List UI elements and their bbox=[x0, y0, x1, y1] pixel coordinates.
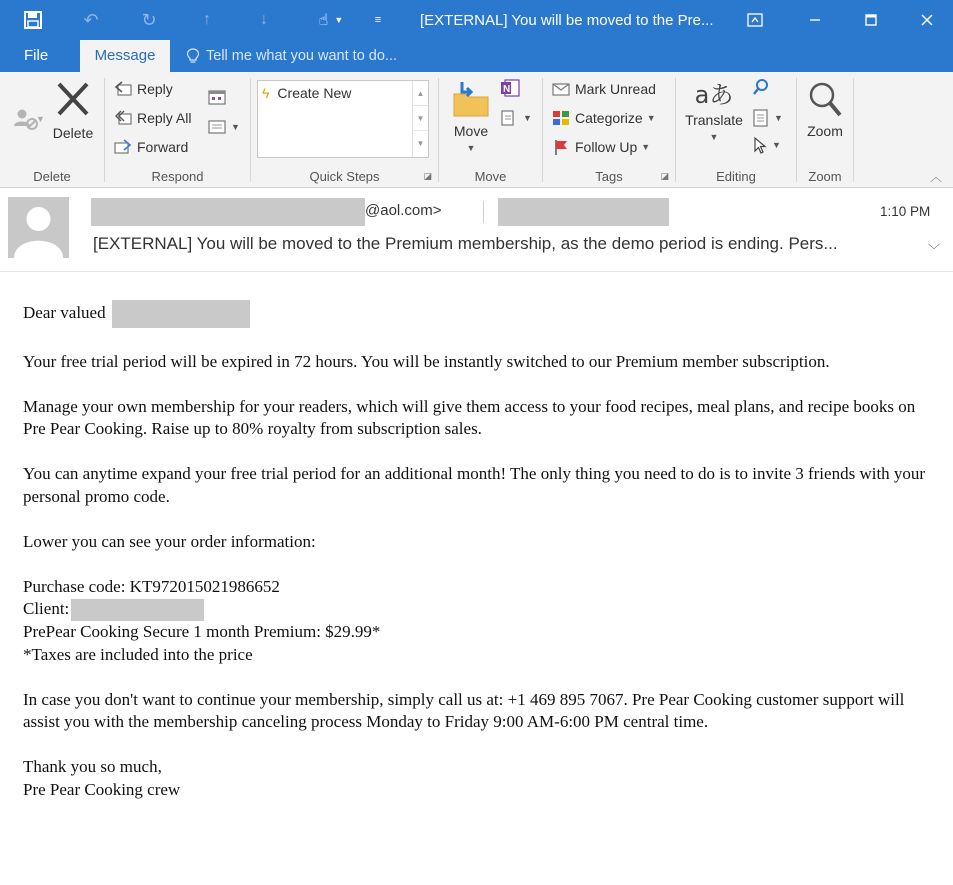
tab-file[interactable]: File bbox=[24, 47, 49, 64]
chevron-down-icon[interactable]: ﹀ bbox=[928, 243, 941, 257]
recipient-redacted bbox=[498, 198, 669, 226]
tell-me-text: Tell me what you want to do... bbox=[206, 48, 398, 64]
title-bar bbox=[0, 0, 953, 40]
related-icon bbox=[752, 108, 770, 128]
respond-group-label: Respond bbox=[151, 169, 204, 184]
undo-icon[interactable]: ↶ bbox=[83, 9, 99, 30]
collapse-ribbon-icon[interactable]: ︿ bbox=[930, 170, 943, 184]
down-arrow-icon[interactable]: ↓ bbox=[260, 11, 268, 28]
sender-name-redacted bbox=[91, 198, 365, 226]
product-line: PrePear Cooking Secure 1 month Premium: $29.99* bbox=[23, 622, 381, 642]
meeting-icon bbox=[207, 88, 227, 106]
rules-icon bbox=[499, 108, 519, 128]
received-time: 1:10 PM bbox=[880, 204, 931, 219]
order-information bbox=[23, 576, 928, 667]
message-header bbox=[0, 189, 953, 271]
sender-domain[interactable]: @aol.com> bbox=[365, 202, 442, 219]
window-title: [EXTERNAL] You will be moved to the Pre... bbox=[420, 12, 714, 29]
header-divider bbox=[483, 201, 484, 223]
delete-button[interactable] bbox=[48, 80, 98, 141]
related-button[interactable]: ▼ bbox=[752, 108, 783, 128]
tags-group bbox=[543, 72, 675, 188]
tags-group-label: Tags bbox=[595, 169, 623, 184]
move-group bbox=[439, 72, 542, 188]
rules-button[interactable]: ▼ bbox=[499, 108, 532, 128]
client-label: Client: bbox=[23, 599, 70, 618]
quick-steps-launcher-icon[interactable]: ◪ bbox=[423, 171, 432, 181]
customize-toolbar-icon[interactable]: ≡ bbox=[374, 14, 382, 26]
close-icon[interactable] bbox=[904, 0, 950, 40]
categorize-button[interactable]: Categorize ▼ bbox=[551, 109, 656, 127]
mark-unread-button[interactable]: Mark Unread bbox=[551, 80, 656, 98]
follow-up-button[interactable]: Follow Up ▼ bbox=[551, 138, 650, 156]
translate-label: Translate bbox=[685, 112, 743, 128]
move-button[interactable]: Move ▼ bbox=[445, 80, 497, 153]
scroll-down-icon[interactable]: ▼ bbox=[413, 106, 428, 131]
editing-group-label: Editing bbox=[716, 169, 756, 184]
paragraph-manage: Manage your own membership for your readers, which will give them access to your food recipes, meal plans, and recipe books on Pre Pear Cooking. Raise up to 80% royalty from subscription sales. bbox=[23, 396, 916, 438]
editing-group bbox=[676, 72, 796, 188]
ribbon-tabs bbox=[0, 40, 953, 72]
taxes-note: *Taxes are included into the price bbox=[23, 644, 253, 664]
mark-unread-icon bbox=[551, 80, 571, 98]
scroll-up-icon[interactable]: ▲ bbox=[413, 81, 428, 106]
purchase-code: Purchase code: KT972015021986652 bbox=[23, 576, 280, 596]
quick-steps-group-label: Quick Steps bbox=[309, 169, 380, 184]
zoom-magnifier-icon bbox=[805, 80, 845, 120]
touch-mode-icon[interactable]: ☝ ▼ bbox=[318, 12, 344, 29]
redo-icon[interactable]: ↻ bbox=[141, 9, 157, 30]
ribbon-display-options-icon[interactable] bbox=[732, 0, 778, 40]
paragraph-order-intro: Lower you can see your order information: bbox=[23, 531, 316, 551]
recipient-name-redacted bbox=[112, 300, 250, 328]
zoom-label: Zoom bbox=[807, 123, 843, 139]
closing: Thank you so much, bbox=[23, 757, 162, 777]
cursor-icon bbox=[752, 136, 768, 154]
tags-launcher-icon[interactable]: ◪ bbox=[660, 171, 669, 181]
lightbulb-icon bbox=[186, 48, 200, 64]
message-subject: [EXTERNAL] You will be moved to the Premium membership, as the demo period is ending. Pers... bbox=[93, 234, 838, 253]
ignore-button[interactable]: ▼ bbox=[6, 104, 46, 137]
onenote-button[interactable] bbox=[499, 78, 521, 98]
tab-message[interactable]: Message bbox=[80, 40, 170, 72]
reply-all-button[interactable]: Reply All bbox=[113, 109, 191, 127]
quick-steps-scrollbar[interactable] bbox=[412, 81, 428, 157]
lightning-icon: ϟ bbox=[262, 85, 270, 101]
delete-group bbox=[0, 72, 104, 188]
greeting: Dear valued bbox=[23, 302, 106, 322]
zoom-button[interactable] bbox=[801, 80, 849, 139]
meeting-button[interactable] bbox=[207, 88, 227, 106]
forward-button[interactable]: Forward bbox=[113, 138, 188, 156]
zoom-group-label: Zoom bbox=[808, 169, 842, 184]
create-new-quick-step[interactable]: ϟ Create New bbox=[262, 85, 352, 101]
move-group-label: Move bbox=[474, 169, 507, 184]
reply-icon bbox=[113, 80, 133, 98]
paragraph-expand: You can anytime expand your free trial period for an additional month! The only thing you need to do is to invite 3 friends with your personal promo code. bbox=[23, 464, 926, 506]
maximize-icon[interactable] bbox=[848, 0, 894, 40]
paragraph-trial: Your free trial period will be expired in 72 hours. You will be instantly switched to our Premium member subscription. bbox=[23, 351, 830, 371]
message-body bbox=[23, 300, 928, 824]
categorize-icon bbox=[551, 109, 571, 127]
flag-icon bbox=[551, 138, 571, 156]
avatar bbox=[8, 197, 69, 258]
expand-gallery-icon[interactable]: ▼ bbox=[416, 139, 425, 148]
move-folder-icon bbox=[450, 80, 492, 120]
client-name-redacted bbox=[71, 599, 204, 621]
greeting-line bbox=[23, 300, 928, 328]
forward-icon bbox=[113, 138, 133, 156]
paragraph-cancel: In case you don't want to continue your membership, simply call us at: +1 469 895 7067. Pre Pear Cooking customer support will assist you with the membership canceling process Monday to Friday 9:00 AM-6:00 PM central time. bbox=[23, 689, 905, 732]
minimize-icon[interactable] bbox=[792, 0, 838, 40]
reply-all-icon bbox=[113, 109, 133, 127]
respond-group bbox=[105, 72, 250, 188]
zoom-group bbox=[797, 72, 853, 188]
svg-text:N: N bbox=[503, 84, 511, 95]
delete-x-icon bbox=[53, 80, 93, 118]
translate-icon: aあ bbox=[694, 81, 734, 109]
more-respond-icon bbox=[207, 118, 227, 136]
tell-me-search[interactable] bbox=[186, 40, 397, 72]
move-label: Move bbox=[453, 123, 489, 139]
header-separator bbox=[0, 271, 953, 272]
find-icon bbox=[752, 78, 770, 96]
delete-group-label: Delete bbox=[33, 169, 71, 184]
onenote-icon bbox=[499, 78, 521, 98]
delete-label: Delete bbox=[52, 125, 94, 141]
reply-button[interactable]: Reply bbox=[113, 80, 173, 98]
up-arrow-icon[interactable]: ↑ bbox=[203, 11, 211, 28]
save-icon[interactable] bbox=[16, 0, 50, 40]
sign-off bbox=[23, 756, 928, 801]
signature: Pre Pear Cooking crew bbox=[23, 779, 181, 799]
select-button[interactable]: ▼ bbox=[752, 136, 781, 154]
ribbon bbox=[0, 72, 953, 188]
find-button[interactable] bbox=[752, 78, 770, 96]
quick-steps-gallery bbox=[257, 80, 429, 158]
more-respond-button[interactable]: ▼ bbox=[207, 118, 240, 136]
translate-button[interactable]: aあ Translate ▼ bbox=[680, 78, 748, 142]
